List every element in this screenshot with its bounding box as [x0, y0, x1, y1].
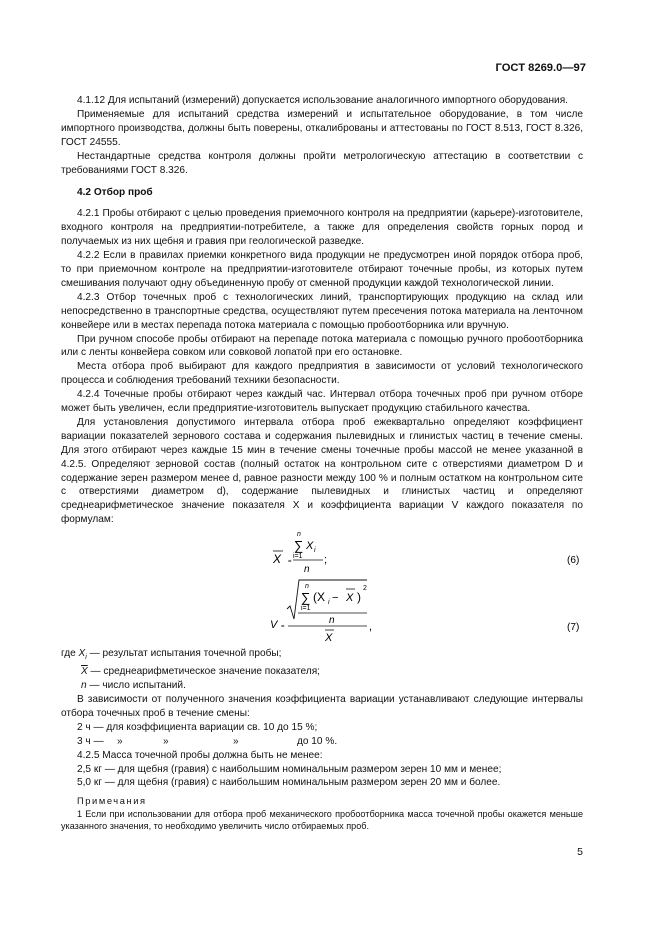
paragraph: 4.2.2 Если в правилах приемки конкретного вида продукции не предусмотрен иной порядок отбора проб, то при приемочном контроле на предприятии-изготовителе отбирают точечные пробы, из которых путем смешивания получают одну объединенную пробу от сменной продукции каждой технологической линии.: [61, 250, 583, 289]
formula-eq: =: [281, 624, 285, 631]
formula-7-svg: [61, 575, 583, 647]
sum-sign: ∑: [301, 590, 311, 606]
mass-row: 2,5 кг — для щебня (гравия) с наибольшим номинальным размером зерен 10 мм и менее;: [77, 763, 502, 775]
inner-open: (X: [313, 590, 325, 605]
term-sub: i: [314, 547, 316, 555]
formula-lhs: X: [273, 552, 282, 567]
formula-6-svg: [61, 527, 583, 575]
page-content: [61, 94, 583, 833]
notes-heading: Примечания: [77, 796, 147, 807]
interval-row: 2 ч — для коэффициента вариации св. 10 до 15 %;: [77, 721, 318, 733]
paragraph: 4.2.5 Масса точечной пробы должна быть не менее:: [77, 749, 323, 761]
formula-tail: ;: [324, 554, 328, 567]
formula-number: (6): [567, 555, 580, 567]
section-title: 4.2 Отбор проб: [77, 187, 153, 199]
inner-denominator: n: [329, 615, 335, 627]
mass-row: 5,0 кг — для щебня (гравия) с наибольшим номинальным размером зерен 20 мм и более.: [77, 777, 501, 789]
where-line: $\overline{X}$ — среднеарифметическое значение показателя;: [81, 666, 320, 678]
interval-row: 3 ч — » » » до 10 %.: [77, 735, 338, 747]
power: 2: [363, 585, 367, 593]
note-item: 1 Если при использовании для отбора проб механического пробоотборника масса точечной пробы окажется меньше указанного значения, то необходимо увеличить число отбираемых проб.: [61, 809, 583, 832]
sum-top: n: [305, 583, 309, 591]
paragraph: 4.1.12 Для испытаний (измерений) допускается использование аналогичного импортного оборудования.: [77, 95, 568, 106]
paragraph: При ручном способе пробы отбирают на перепаде потока материала с помощью ручного пробоотборника или с ленты конвейера совком или совковой лопатой при его остановке.: [61, 333, 583, 359]
inner-close: ): [357, 590, 361, 605]
outer-denominator: X: [325, 632, 333, 645]
formula-lhs: V: [270, 619, 278, 632]
formula-tail: ,: [369, 621, 373, 634]
formula-eq: =: [288, 559, 292, 566]
paragraph: 4.2.4 Точечные пробы отбирают через каждый час. Интервал отбора точечных проб при ручном отборе может быть увеличен, если предприятие-изготовитель выпускает продукцию стабильного качества.: [61, 389, 583, 415]
where-line: n — число испытаний.: [81, 680, 186, 692]
inner-sub: i: [328, 599, 330, 607]
document-number: ГОСТ 8269.0—97: [495, 62, 586, 74]
sum-bottom: i=1: [293, 553, 303, 561]
denominator: n: [304, 564, 310, 576]
formula-7: [61, 575, 583, 647]
sum-top: n: [297, 531, 301, 539]
page-number: 5: [577, 846, 583, 858]
paragraph: Нестандартные средства контроля должны пройти метрологическую аттестацию в соответствии с требованиями ГОСТ 8.326.: [61, 150, 583, 176]
paragraph: Места отбора проб выбирают для каждого предприятия в зависимости от условий технологического процесса и соблюдения требований техники безопасности.: [61, 361, 583, 387]
formula-number: (7): [567, 622, 580, 634]
where-line: где $X_i$ — результат испытания точечной пробы;: [61, 648, 282, 662]
inner-mean: X: [346, 592, 354, 605]
paragraph: Применяемые для испытаний средства измерений и испытательное оборудование, в том числе импортного производства, должны быть поверены, откалиброваны и аттестованы по ГОСТ 8.513, ГОСТ 8.326, ГОСТ 24555.: [61, 108, 583, 148]
term: X: [306, 540, 314, 553]
sum-sign: ∑: [294, 538, 304, 554]
formula-6: [61, 527, 583, 575]
inner-minus: −: [332, 592, 339, 605]
paragraph: В зависимости от полученного значения коэффициента вариации устанавливают следующие интервалы отбора точечных проб в течение смены:: [61, 693, 583, 719]
paragraph: Для установления допустимого интервала отбора проб ежеквартально определяют коэффициент вариации показателей зернового состава и содержания пылевидных и глинистых частиц в течение смены. Для этого отбирают через каждые 15 мин в течение смены точечные пробы массой не менее указанной в 4.2.5. Определяют зерновой состав (полный остаток на контрольном сите с отверстиями диаметром D и содержание зерен размером менее d, равное разности между 100 % и полным остатком на контрольном сите с отверстиями диаметром d), содержание пылевидных и глинистых частиц и определяют среднеарифметическое значение показателя X и коэффициента вариации V каждого показателя по формулам:: [61, 416, 583, 526]
sum-bottom: i=1: [301, 605, 311, 613]
paragraph: 4.2.3 Отбор точечных проб с технологических линий, транспортирующих продукцию на склад или непосредственно в транспортные средства, осуществляют путем пресечения потока материала на ленточном конвейере или в местах перепада потока материала с помощью пробоотборника или вручную.: [61, 291, 583, 331]
paragraph: 4.2.1 Пробы отбирают с целью проведения приемочного контроля на предприятии (карьере)-изготовителе, входного контроля на предприятии-потребителе, а также для определения свойств горных пород и получаемых из них щебня и гравия при геологической разведке.: [61, 208, 583, 248]
